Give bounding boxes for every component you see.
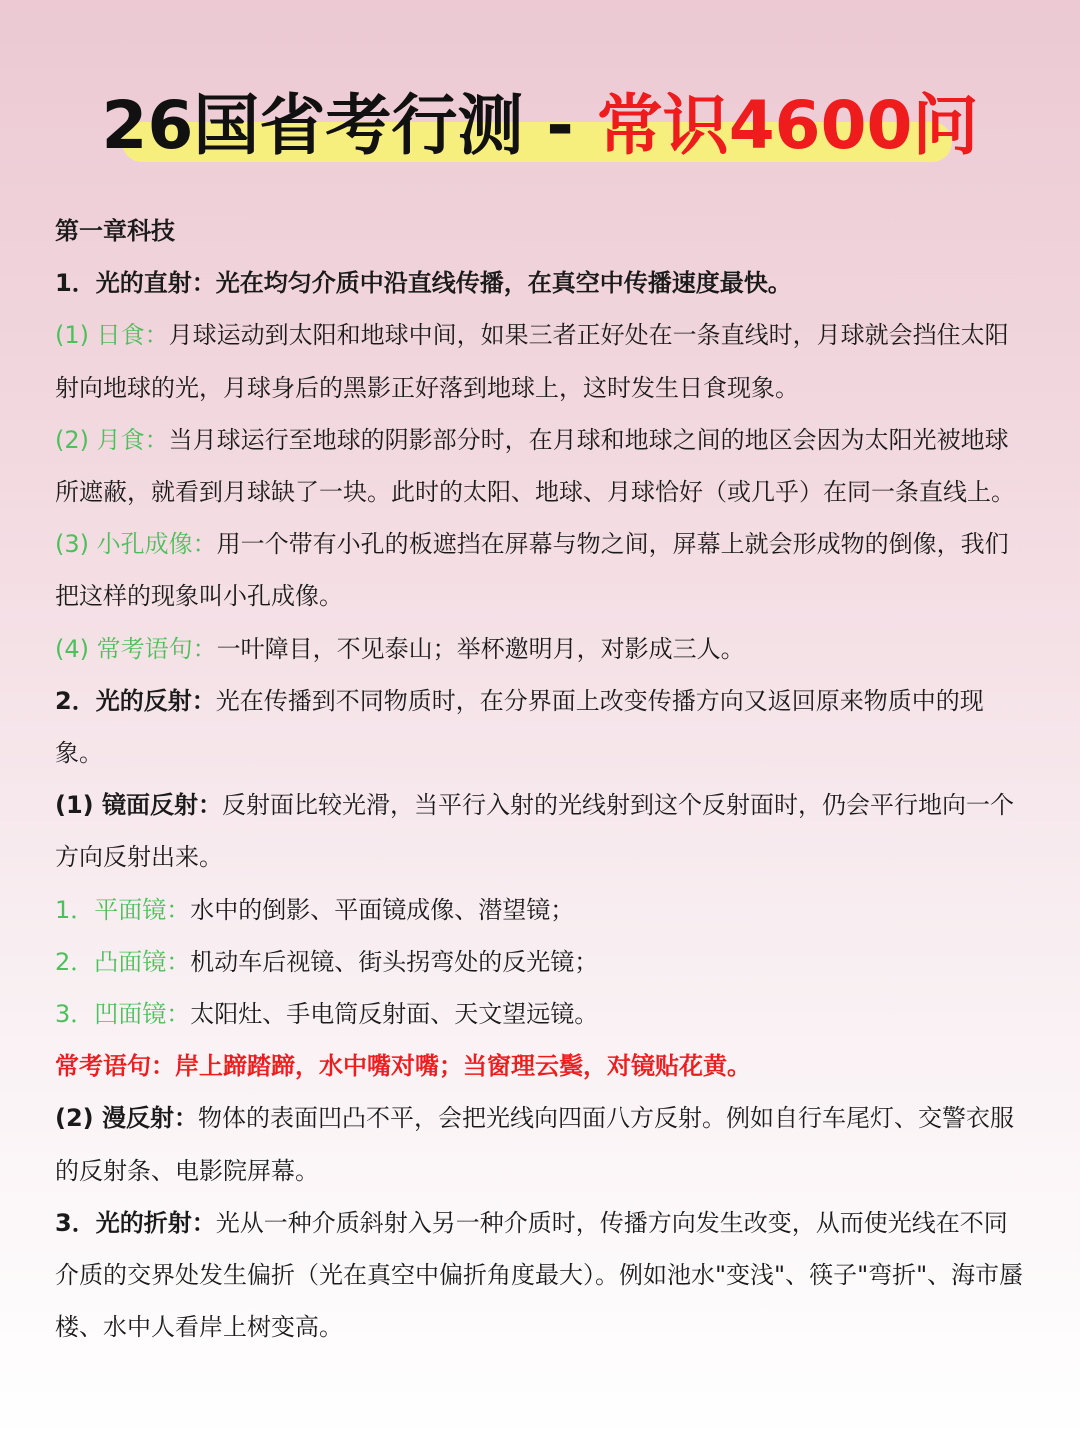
item-label: (1) 日食： (55, 321, 169, 350)
item-text: 机动车后视镜、街头拐弯处的反光镜； (190, 947, 599, 976)
item-lunar-eclipse (55, 414, 1030, 518)
chapter-heading: 第一章科技 (55, 217, 175, 245)
page-title (0, 86, 1080, 166)
section-3-heading (55, 1197, 1030, 1354)
item-concave-mirror (55, 988, 1030, 1040)
section-text: 光在传播到不同物质时，在分界面上改变传播方向又返回原来物质中的现象。 (55, 686, 984, 768)
item-pinhole-imaging (55, 518, 1030, 622)
document-body (55, 205, 1030, 1353)
common-sentences-red: 常考语句：岸上蹄踏蹄，水中嘴对嘴；当窗理云鬓，对镜贴花黄。 (55, 1052, 751, 1081)
item-text: 用一个带有小孔的板遮挡在屏幕与物之间，屏幕上就会形成物的倒像，我们把这样的现象叫小孔成像。 (55, 530, 1009, 611)
item-text: 反射面比较光滑，当平行入射的光线射到这个反射面时，仍会平行地向一个方向反射出来。 (55, 791, 1014, 872)
section-text: 光从一种介质斜射入另一种介质时，传播方向发生改变，从而使光线在不同介质的交界处发生偏折（光在真空中偏折角度最大）。例如池水"变浅"、筷子"弯折"、海市蜃楼、水中人看岸上树变高。 (55, 1208, 1024, 1342)
item-text: 水中的倒影、平面镜成像、潜望镜； (190, 895, 575, 924)
item-text: 月球运动到太阳和地球中间，如果三者正好处在一条直线时，月球就会挡住太阳射向地球的光，月球身后的黑影正好落到地球上，这时发生日食现象。 (55, 321, 1009, 402)
title-accent: 常识4600问 (596, 87, 979, 164)
item-text: 当月球运行至地球的阴影部分时，在月球和地球之间的地区会因为太阳光被地球所遮蔽，就看到月球缺了一块。此时的太阳、地球、月球恰好（或几乎）在同一条直线上。 (55, 425, 1015, 507)
title-main: 26国省考行测 - (101, 87, 597, 164)
item-common-sentences (55, 623, 1030, 675)
item-diffuse-reflection (55, 1092, 1030, 1196)
item-label: 1．平面镜： (55, 895, 191, 924)
item-text: 太阳灶、手电筒反射面、天文望远镜。 (190, 1000, 599, 1029)
item-label: (2) 月食： (55, 425, 169, 454)
title-banner (0, 78, 1080, 178)
item-label: 2．凸面镜： (55, 947, 191, 976)
section-label: 3．光的折射： (55, 1208, 216, 1237)
item-label: (4) 常考语句： (55, 634, 217, 663)
item-plane-mirror (55, 884, 1030, 936)
item-solar-eclipse (55, 309, 1030, 413)
item-label: (3) 小孔成像： (55, 530, 217, 559)
item-label: (1) 镜面反射： (55, 791, 222, 820)
item-label: 3．凹面镜： (55, 1000, 191, 1029)
section-2-heading (55, 675, 1030, 779)
item-specular-reflection (55, 779, 1030, 883)
section-1-heading: 1．光的直射：光在均匀介质中沿直线传播，在真空中传播速度最快。 (55, 269, 792, 298)
item-convex-mirror (55, 936, 1030, 988)
item-text: 物体的表面凹凸不平，会把光线向四面八方反射。例如自行车尾灯、交警衣服的反射条、电影院屏幕。 (55, 1104, 1014, 1185)
item-label: (2) 漫反射： (55, 1104, 198, 1133)
section-label: 2．光的反射： (55, 686, 216, 715)
item-text: 一叶障目，不见泰山；举杯邀明月，对影成三人。 (216, 634, 745, 663)
